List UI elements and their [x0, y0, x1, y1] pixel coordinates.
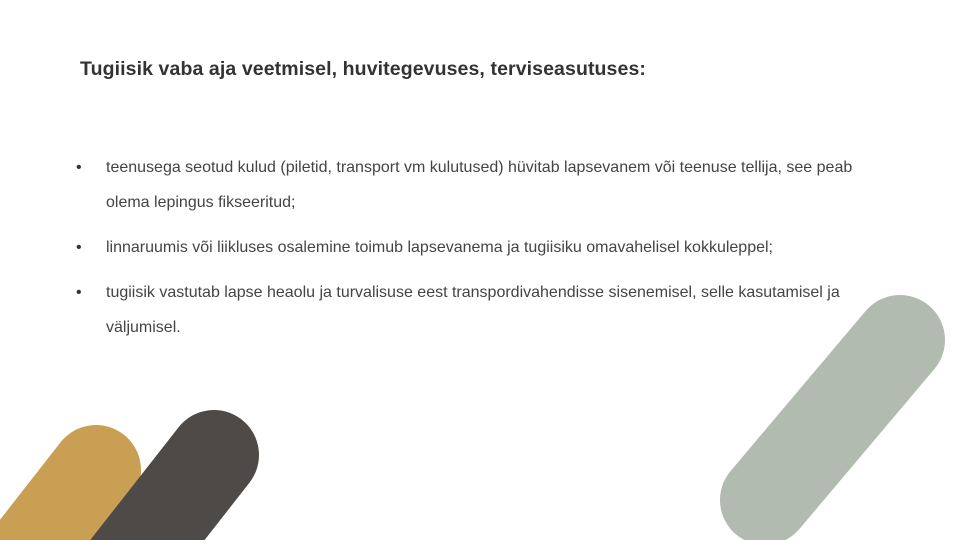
- sage-diagonal-bar: [765, 340, 900, 500]
- bullet-text: teenusega seotud kulud (piletid, transport vm kulutused) hüvitab lapsevanem või teenuse tellija, see peab olema lepingus fikseeritud;: [106, 159, 853, 211]
- list-item: [76, 275, 856, 345]
- bullet-list: [76, 150, 856, 355]
- slide-title: Tugiisik vaba aja veetmisel, huvitegevuses, terviseasutuses:: [80, 58, 646, 80]
- bullet-text: tugiisik vastutab lapse heaolu ja turvalisuse eest transpordivahendisse sisenemisel, selle kasutamisel ja väljumisel.: [106, 284, 840, 336]
- bullet-text: linnaruumis või liikluses osalemine toimub lapsevanema ja tugiisiku omavahelisel kokkuleppel;: [106, 239, 773, 256]
- bullet-point-icon: •: [76, 284, 82, 301]
- bullet-point-icon: •: [76, 239, 82, 256]
- bullet-point-icon: •: [76, 159, 82, 176]
- list-item: [76, 150, 856, 220]
- gold-diagonal-bar: [10, 470, 96, 540]
- list-item: [76, 230, 856, 265]
